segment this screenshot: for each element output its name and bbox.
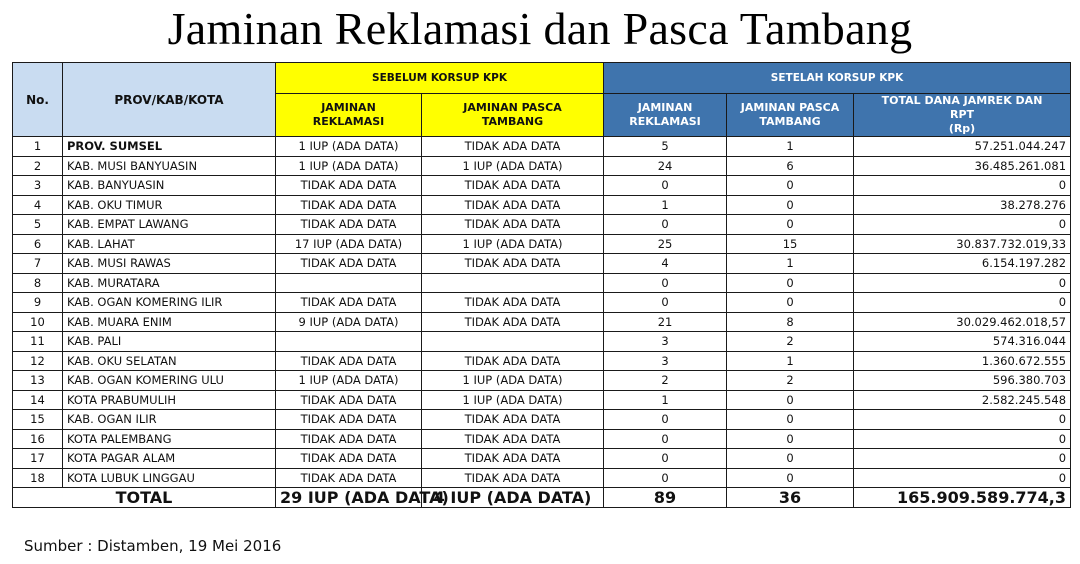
cell-total: 0 [854, 176, 1071, 196]
cell-before-pasca: TIDAK ADA DATA [422, 195, 604, 215]
cell-after-reklamasi: 2 [604, 371, 727, 391]
cell-before-pasca: 1 IUP (ADA DATA) [422, 371, 604, 391]
total-after-reklamasi: 89 [604, 488, 727, 508]
header-line: JAMINAN PASCA [740, 101, 840, 114]
cell-after-pasca: 0 [727, 273, 854, 293]
cell-after-pasca: 0 [727, 410, 854, 430]
table-row [13, 351, 1071, 371]
table-row [13, 176, 1071, 196]
cell-no: 5 [13, 215, 63, 235]
cell-before-pasca: TIDAK ADA DATA [422, 215, 604, 235]
cell-region: KOTA PALEMBANG [63, 429, 276, 449]
cell-no: 3 [13, 176, 63, 196]
cell-before-reklamasi [276, 332, 422, 352]
cell-after-pasca: 1 [727, 254, 854, 274]
cell-before-pasca: TIDAK ADA DATA [422, 449, 604, 469]
cell-region: KOTA PAGAR ALAM [63, 449, 276, 469]
cell-before-pasca [422, 273, 604, 293]
cell-before-pasca: TIDAK ADA DATA [422, 254, 604, 274]
table-row [13, 215, 1071, 235]
table-row [13, 332, 1071, 352]
cell-no: 4 [13, 195, 63, 215]
cell-before-pasca: TIDAK ADA DATA [422, 312, 604, 332]
total-label: TOTAL [13, 488, 276, 508]
header-no: No. [13, 63, 63, 137]
cell-after-reklamasi: 21 [604, 312, 727, 332]
cell-total: 36.485.261.081 [854, 156, 1071, 176]
cell-total: 0 [854, 429, 1071, 449]
cell-before-pasca: TIDAK ADA DATA [422, 468, 604, 488]
header-before-group: SEBELUM KORSUP KPK [276, 63, 604, 94]
table-body [13, 137, 1071, 488]
cell-before-reklamasi: TIDAK ADA DATA [276, 351, 422, 371]
cell-after-pasca: 0 [727, 468, 854, 488]
cell-before-reklamasi: 1 IUP (ADA DATA) [276, 371, 422, 391]
cell-after-reklamasi: 1 [604, 195, 727, 215]
cell-total: 1.360.672.555 [854, 351, 1071, 371]
table-row [13, 429, 1071, 449]
cell-after-reklamasi: 5 [604, 137, 727, 157]
header-line: REKLAMASI [312, 115, 385, 128]
cell-before-reklamasi: TIDAK ADA DATA [276, 410, 422, 430]
cell-region: KAB. MURATARA [63, 273, 276, 293]
cell-after-pasca: 0 [727, 176, 854, 196]
cell-before-pasca: TIDAK ADA DATA [422, 429, 604, 449]
cell-no: 18 [13, 468, 63, 488]
cell-before-pasca: TIDAK ADA DATA [422, 410, 604, 430]
cell-total: 596.380.703 [854, 371, 1071, 391]
cell-no: 8 [13, 273, 63, 293]
cell-after-reklamasi: 3 [604, 351, 727, 371]
cell-total: 30.029.462.018,57 [854, 312, 1071, 332]
cell-before-reklamasi: TIDAK ADA DATA [276, 449, 422, 469]
cell-no: 2 [13, 156, 63, 176]
header-after-pasca [727, 94, 854, 137]
cell-region: KAB. MUSI RAWAS [63, 254, 276, 274]
cell-region: KAB. OKU SELATAN [63, 351, 276, 371]
cell-before-pasca: 1 IUP (ADA DATA) [422, 234, 604, 254]
cell-after-reklamasi: 0 [604, 449, 727, 469]
cell-total: 0 [854, 410, 1071, 430]
header-line: (Rp) [948, 122, 976, 135]
source-note: Sumber : Distamben, 19 Mei 2016 [24, 537, 282, 555]
total-before-reklamasi: 29 IUP (ADA DATA) [276, 488, 422, 508]
cell-total: 0 [854, 273, 1071, 293]
table-row [13, 468, 1071, 488]
table-row [13, 312, 1071, 332]
header-line: TOTAL DANA JAMREK DAN [881, 94, 1043, 107]
cell-after-reklamasi: 1 [604, 390, 727, 410]
cell-after-reklamasi: 0 [604, 468, 727, 488]
cell-region: KOTA LUBUK LINGGAU [63, 468, 276, 488]
table-row [13, 137, 1071, 157]
cell-after-reklamasi: 0 [604, 176, 727, 196]
cell-after-pasca: 0 [727, 429, 854, 449]
cell-after-pasca: 6 [727, 156, 854, 176]
cell-after-pasca: 0 [727, 293, 854, 313]
header-before-reklamasi [276, 94, 422, 137]
header-line: TAMBANG [759, 115, 821, 128]
cell-total: 38.278.276 [854, 195, 1071, 215]
cell-no: 12 [13, 351, 63, 371]
table-row [13, 410, 1071, 430]
cell-before-pasca: 1 IUP (ADA DATA) [422, 156, 604, 176]
cell-before-pasca: TIDAK ADA DATA [422, 137, 604, 157]
cell-no: 7 [13, 254, 63, 274]
cell-region: KAB. PALI [63, 332, 276, 352]
cell-after-reklamasi: 24 [604, 156, 727, 176]
cell-region: KAB. OGAN KOMERING ULU [63, 371, 276, 391]
cell-before-reklamasi [276, 273, 422, 293]
cell-after-reklamasi: 25 [604, 234, 727, 254]
cell-after-pasca: 1 [727, 137, 854, 157]
table-row [13, 390, 1071, 410]
cell-total: 0 [854, 449, 1071, 469]
header-after-reklamasi [604, 94, 727, 137]
cell-total: 57.251.044.247 [854, 137, 1071, 157]
cell-before-reklamasi: 17 IUP (ADA DATA) [276, 234, 422, 254]
page-title: Jaminan Reklamasi dan Pasca Tambang [167, 3, 913, 54]
header-after-total [854, 94, 1071, 137]
cell-after-pasca: 8 [727, 312, 854, 332]
cell-after-pasca: 0 [727, 215, 854, 235]
cell-before-reklamasi: TIDAK ADA DATA [276, 429, 422, 449]
table-row [13, 371, 1071, 391]
total-after-pasca: 36 [727, 488, 854, 508]
cell-no: 10 [13, 312, 63, 332]
cell-total: 0 [854, 215, 1071, 235]
cell-before-reklamasi: 1 IUP (ADA DATA) [276, 156, 422, 176]
cell-total: 0 [854, 468, 1071, 488]
cell-no: 13 [13, 371, 63, 391]
total-row [13, 488, 1071, 508]
header-line: JAMINAN [637, 101, 693, 114]
cell-no: 14 [13, 390, 63, 410]
cell-after-reklamasi: 0 [604, 410, 727, 430]
table-row [13, 195, 1071, 215]
cell-total: 6.154.197.282 [854, 254, 1071, 274]
cell-after-pasca: 0 [727, 390, 854, 410]
cell-before-reklamasi: TIDAK ADA DATA [276, 293, 422, 313]
header-line: TAMBANG [481, 115, 544, 128]
cell-after-reklamasi: 4 [604, 254, 727, 274]
cell-region: KOTA PRABUMULIH [63, 390, 276, 410]
cell-before-reklamasi: 1 IUP (ADA DATA) [276, 137, 422, 157]
cell-after-pasca: 1 [727, 351, 854, 371]
cell-after-pasca: 0 [727, 195, 854, 215]
cell-no: 16 [13, 429, 63, 449]
cell-region: KAB. EMPAT LAWANG [63, 215, 276, 235]
cell-no: 9 [13, 293, 63, 313]
cell-region: PROV. SUMSEL [63, 137, 276, 157]
cell-no: 6 [13, 234, 63, 254]
header-line: RPT [949, 108, 975, 121]
cell-after-pasca: 15 [727, 234, 854, 254]
table-row [13, 234, 1071, 254]
cell-no: 17 [13, 449, 63, 469]
cell-after-reklamasi: 0 [604, 293, 727, 313]
cell-region: KAB. OKU TIMUR [63, 195, 276, 215]
cell-region: KAB. OGAN ILIR [63, 410, 276, 430]
header-line: JAMINAN [321, 101, 376, 114]
cell-no: 1 [13, 137, 63, 157]
cell-region: KAB. OGAN KOMERING ILIR [63, 293, 276, 313]
cell-no: 15 [13, 410, 63, 430]
cell-before-pasca [422, 332, 604, 352]
cell-region: KAB. MUARA ENIM [63, 312, 276, 332]
cell-total: 574.316.044 [854, 332, 1071, 352]
header-line: JAMINAN PASCA [463, 101, 562, 114]
cell-before-reklamasi: TIDAK ADA DATA [276, 176, 422, 196]
cell-after-pasca: 2 [727, 371, 854, 391]
table-row [13, 254, 1071, 274]
cell-no: 11 [13, 332, 63, 352]
cell-after-reklamasi: 0 [604, 273, 727, 293]
header-region: PROV/KAB/KOTA [63, 63, 276, 137]
cell-before-reklamasi: TIDAK ADA DATA [276, 215, 422, 235]
cell-region: KAB. MUSI BANYUASIN [63, 156, 276, 176]
table-row [13, 449, 1071, 469]
cell-before-pasca: 1 IUP (ADA DATA) [422, 390, 604, 410]
cell-after-pasca: 0 [727, 449, 854, 469]
reclamation-table [12, 62, 1071, 508]
cell-after-reklamasi: 0 [604, 215, 727, 235]
header-after-group: SETELAH KORSUP KPK [604, 63, 1071, 94]
header-before-pasca [422, 94, 604, 137]
cell-before-reklamasi: 9 IUP (ADA DATA) [276, 312, 422, 332]
cell-before-reklamasi: TIDAK ADA DATA [276, 468, 422, 488]
cell-region: KAB. BANYUASIN [63, 176, 276, 196]
cell-before-reklamasi: TIDAK ADA DATA [276, 254, 422, 274]
cell-total: 30.837.732.019,33 [854, 234, 1071, 254]
cell-after-reklamasi: 3 [604, 332, 727, 352]
cell-before-pasca: TIDAK ADA DATA [422, 351, 604, 371]
cell-total: 2.582.245.548 [854, 390, 1071, 410]
cell-after-reklamasi: 0 [604, 429, 727, 449]
table-row [13, 156, 1071, 176]
cell-before-pasca: TIDAK ADA DATA [422, 293, 604, 313]
cell-region: KAB. LAHAT [63, 234, 276, 254]
cell-after-pasca: 2 [727, 332, 854, 352]
table-row [13, 293, 1071, 313]
cell-total: 0 [854, 293, 1071, 313]
cell-before-reklamasi: TIDAK ADA DATA [276, 390, 422, 410]
table-row [13, 273, 1071, 293]
total-amount: 165.909.589.774,3 [854, 488, 1071, 508]
total-before-pasca: 4 IUP (ADA DATA) [422, 488, 604, 508]
cell-before-pasca: TIDAK ADA DATA [422, 176, 604, 196]
cell-before-reklamasi: TIDAK ADA DATA [276, 195, 422, 215]
header-line: REKLAMASI [629, 115, 701, 128]
